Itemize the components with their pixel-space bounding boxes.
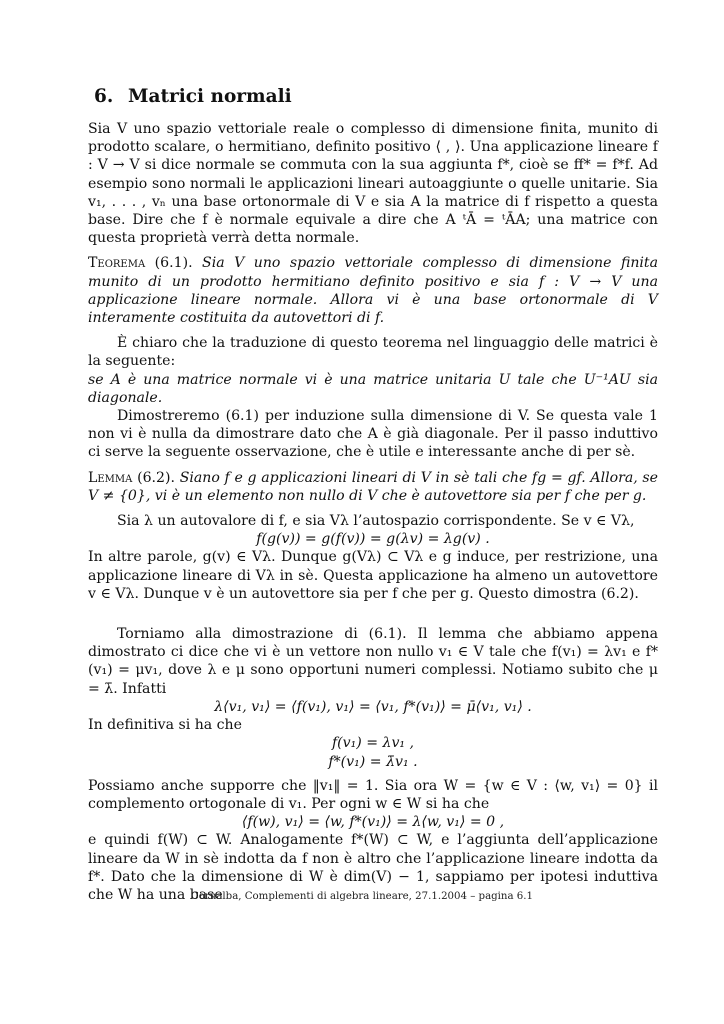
theorem-6-1 [88,254,658,327]
theorem-statement: Sia V uno spazio vettoriale complesso di dimensione finita munito di un prodotto hermitiano definito positivo e sia f : V → V una applicazione lineare normale. Allora vi è una base ortonormale di V interamente costituita da autovettori di f. [88,255,659,327]
equation-3a: f(v₁) = λv₁ , [331,735,415,752]
page-footer: Cornalba, Complementi di algebra lineare, 27.1.2004 – pagina 6.1 [190,891,534,902]
paragraph-induction: Dimostreremo (6.1) per induzione sulla dimensione di V. Se questa vale 1 non vi è nulla da dimostrare dato che A è già diagonale. Per il passo induttivo ci serve la seguente osservazione, che è utile e interessante anche di per sè. [88,408,658,461]
equation-4: ⟨f(w), v₁⟩ = ⟨w, f*(v₁)⟩ = λ⟨w, v₁⟩ = 0 , [241,814,505,831]
lemma-6-2 [88,469,658,505]
paragraph-eigenvalue: Sia λ un autovalore di f, e sia Vλ l’autospazio corrispondente. Se v ∈ Vλ, [117,513,635,530]
paragraph-orthogonal: Possiamo anche supporre che ‖v₁‖ = 1. Sia ora W = {w ∈ V : ⟨w, v₁⟩ = 0} il complemento ortogonale di v₁. Per ogni w ∈ W si ha che [88,777,658,812]
paragraph-definitiva: In definitiva si ha che [88,717,242,734]
equation-1: f(g(v)) = g(f(v)) = g(λv) = λg(v) . [256,531,490,548]
equation-system [88,734,658,770]
paragraph-matrix-statement: se A è una matrice normale vi è una matrice unitaria U tale che U⁻¹AU sia diagonale. [88,371,658,406]
paragraph-translation: È chiaro che la traduzione di questo teorema nel linguaggio delle matrici è la seguente: [88,335,658,370]
section-number: 6. [94,86,114,107]
equation-3b: f*(v₁) = λ̄v₁ . [328,753,418,770]
equation-2: λ⟨v₁, v₁⟩ = ⟨f(v₁), v₁⟩ = ⟨v₁, f*(v₁)⟩ = μ̄⟨v₁, v₁⟩ . [214,698,532,715]
paragraph-proof-return: Torniamo alla dimostrazione di (6.1). Il lemma che abbiamo appena dimostrato ci dice che vi è un vettore non nullo v₁ ∈ V tale che f(v₁) = λv₁ e f*(v₁) = μv₁, dove λ e μ sono opportuni numeri complessi. Notiamo subito che μ = λ̄. Infatti [88,626,658,697]
paragraph-conclusion: e quindi f(W) ⊂ W. Analogamente f*(W) ⊂ W, e l’aggiunta dell’applicazione lineare da W in sè indotta da f non è altro che l’applicazione lineare indotta da f*. Dato che la dimensione di W è dim(V) − 1, sappiamo per ipotesi induttiva che W ha una base [88,832,658,903]
section-title: Matrici normali [128,86,292,107]
paragraph-restriction: In altre parole, g(v) ∈ Vλ. Dunque g(Vλ) ⊂ Vλ e g induce, per restrizione, una applicazione lineare di Vλ in sè. Questa applicazione ha almeno un autovettore v ∈ Vλ. Dunque v è un autovettore sia per f che per g. Questo dimostra (6.2). [88,549,658,602]
section-heading [94,86,292,107]
body-text [88,120,658,904]
paragraph-intro: Sia V uno spazio vettoriale reale o complesso di dimensione finita, munito di prodotto scalare, o hermitiano, definito positivo ⟨ , ⟩. Una applicazione lineare f : V → V si dice normale se commuta con la sua aggiunta f*, cioè se ff* = f*f. Ad esempio sono normali le applicazioni lineari autoaggiunte o quelle unitarie. Sia v₁, . . . , vₙ una base ortonormale di V e sia A la matrice di f rispetto a questa base. Dire che f è normale equivale a dire che A ᵗĀ = ᵗĀA; una matrice con questa proprietà verrà detta normale. [88,121,658,247]
lemma-label: Lemma (6.2). [88,469,175,486]
lemma-statement: Siano f e g applicazioni lineari di V in sè tali che fg = gf. Allora, se V ≠ {0}, vi è un elemento non nullo di V che è autovettore sia per f che per g. [88,469,658,504]
theorem-label: Teorema (6.1). [88,255,193,272]
